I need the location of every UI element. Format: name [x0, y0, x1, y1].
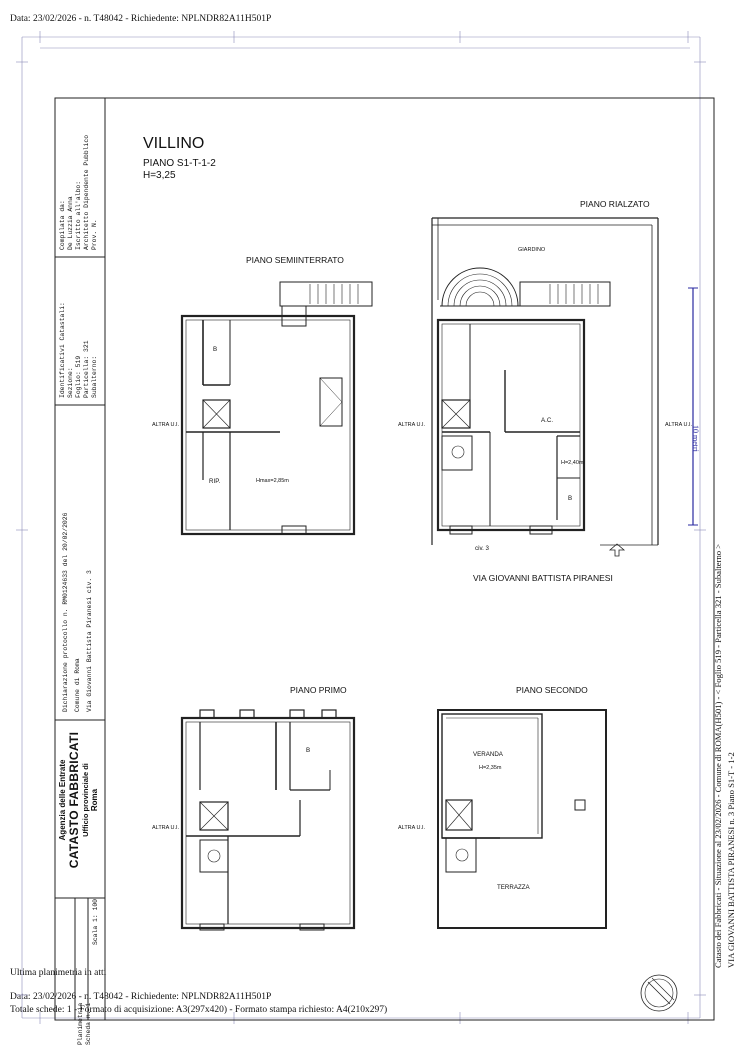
floor-title-rialzato: PIANO RIALZATO: [580, 199, 650, 209]
label-veranda: VERANDA: [473, 751, 503, 758]
agency-block: [58, 720, 99, 880]
plan-secondo: [438, 710, 606, 928]
compiled-by-label: Compilata da:: [59, 200, 66, 250]
drawing-title: VILLINO: [143, 135, 205, 152]
province-label: Prov. N.: [91, 219, 98, 250]
identifiers-label: Identificativi Catastali:: [59, 302, 66, 398]
label-b-rialzato: B: [568, 495, 573, 502]
label-rip: RIP.: [209, 478, 221, 485]
label-giardino: GIARDINO: [518, 247, 546, 253]
label-b-semiinterrato: B: [213, 346, 218, 353]
agency-catasto: CATASTO FABBRICATI: [67, 731, 81, 869]
plan-semiinterrato: [182, 282, 372, 534]
compiled-by-name: De Luzzia Anna: [67, 196, 74, 250]
scale-label: Scala 1: 100: [92, 898, 99, 945]
label-ac: A.C.: [541, 417, 554, 424]
label-altra-primo: ALTRA U.I.: [152, 825, 180, 831]
declaration-protocol: Dichiarazione protocollo n. RM0124633 del 20/02/2026: [62, 512, 69, 712]
label-altra-rialzato-left: ALTRA U.I.: [398, 422, 426, 428]
footer-line-2: Totale schede: 1 - Formato di acquisizione: A3(297x420) - Formato stampa richiesto: A4(210x297): [10, 1005, 388, 1015]
label-b-primo: B: [306, 747, 311, 754]
scale-bar: [688, 288, 698, 525]
compass-icon: [641, 975, 677, 1011]
scale-bar-label: 10 metri: [691, 425, 700, 452]
cadastral-info-line-2: VIA GIOVANNI BATTISTA PIRANESI n. 3 Piano S1-T - 1-2: [726, 752, 736, 968]
scheda-number: Scheda n. 1: [85, 1002, 92, 1045]
label-altra-secondo: ALTRA U.I.: [398, 825, 426, 831]
drawing-subtitle-floors: PIANO S1-T-1-2: [143, 158, 216, 169]
floor-title-semiinterrato: PIANO SEMIINTERRATO: [246, 255, 344, 265]
label-h235: H=2,35m: [479, 765, 502, 771]
label-civ: civ. 3: [475, 545, 489, 552]
floor-title-secondo: PIANO SECONDO: [516, 685, 588, 695]
scheda-block: [77, 1003, 93, 1045]
register-label: Iscritto all'albo:: [75, 180, 82, 250]
drawing-frame: [55, 98, 714, 1020]
floor-title-primo: PIANO PRIMO: [290, 685, 347, 695]
sidebar-declaration: [62, 513, 94, 712]
declaration-address: Via Giovanni Battista Piranesi civ. 3: [86, 570, 93, 712]
cadastral-info-line-1: Catasto dei Fabbricati - Situazione al 23/02/2026 - Comune di ROMA(H501) - < Foglio 519 - Particella 321 - Subalterno >: [713, 543, 723, 968]
register-value: Architetto Dipendente Pubblico: [83, 134, 90, 250]
parcel-field: Particella: 321: [83, 340, 90, 398]
street-name: VIA GIOVANNI BATTISTA PIRANESI: [473, 573, 613, 583]
agency-office: Ufficio provinciale di: [81, 763, 90, 837]
declaration-comune: Comune di Roma: [74, 658, 81, 712]
last-plan-note: Ultima planimetria in atti: [10, 968, 107, 978]
sidebar-identifiers: [59, 302, 99, 398]
label-h240: H=2,40m: [561, 460, 584, 466]
label-altra-rialzato-right: ALTRA U.I.: [665, 422, 693, 428]
plan-rialzato: [432, 218, 658, 556]
section-field: Sezione:: [67, 367, 74, 398]
agency-name: Agenzia delle Entrate: [58, 759, 67, 841]
subalterno-field: Subalterno:: [91, 355, 98, 398]
plan-primo: [182, 710, 354, 930]
footer-line-1: Data: 23/02/2026 - n. T48042 - Richiedente: NPLNDR82A11H501P: [10, 992, 272, 1002]
drawing-subtitle-height: H=3,25: [143, 170, 176, 181]
sheet-field: Foglio: 519: [75, 355, 82, 398]
label-altra-semiinterrato: ALTRA U.I.: [152, 422, 180, 428]
label-terrazza: TERRAZZA: [497, 884, 530, 891]
sidebar-compiled-by: [59, 135, 99, 250]
outer-frame: [16, 31, 706, 1024]
header-line: Data: 23/02/2026 - n. T48042 - Richiedente: NPLNDR82A11H501P: [10, 14, 272, 24]
agency-city: Roma: [90, 788, 99, 812]
cadastral-info: [712, 544, 738, 968]
label-hmax: Hmax=2,85m: [256, 478, 289, 484]
planimetria-label: Planimetria: [77, 1002, 84, 1045]
